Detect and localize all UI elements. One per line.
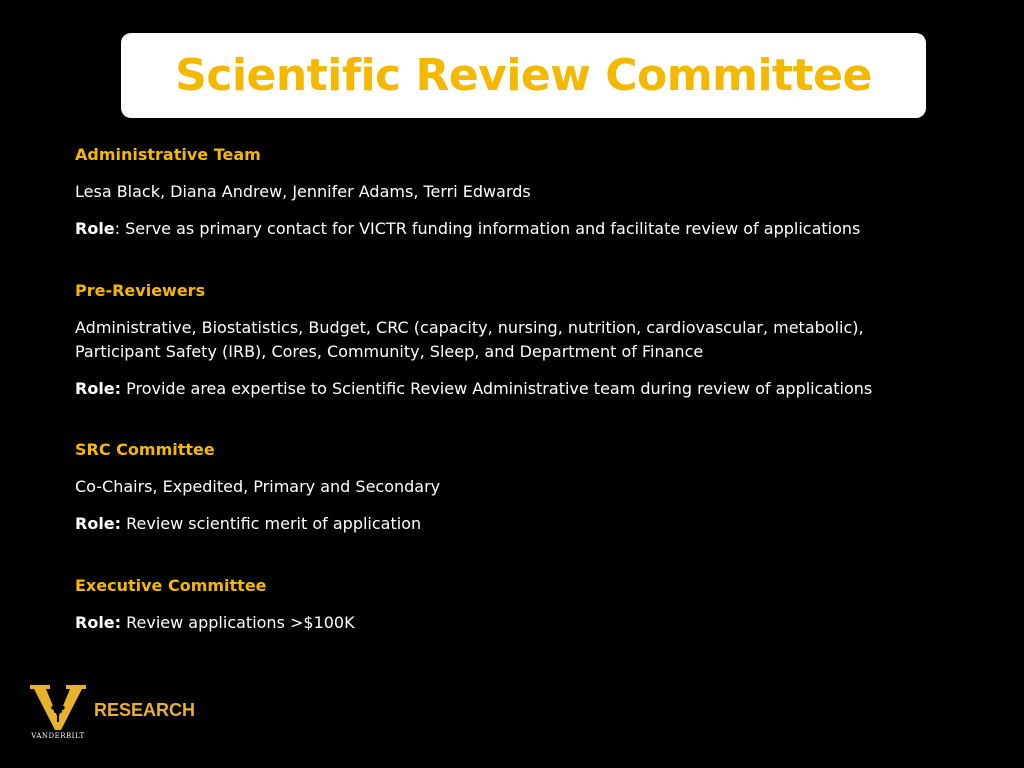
exec-role bbox=[75, 611, 355, 635]
section-heading-pre: Pre-Reviewers bbox=[75, 281, 206, 300]
pre-role bbox=[75, 377, 872, 401]
logo-wordmark: VANDERBILT bbox=[31, 732, 85, 740]
admin-members: Lesa Black, Diana Andrew, Jennifer Adams, Terri Edwards bbox=[75, 182, 531, 201]
admin-role bbox=[75, 217, 860, 241]
role-text: Provide area expertise to Scientific Review Administrative team during review of applications bbox=[121, 379, 873, 398]
vanderbilt-logo bbox=[28, 682, 88, 744]
role-label: Role bbox=[75, 219, 115, 238]
role-text: Review applications >$100K bbox=[121, 613, 355, 632]
src-members: Co-Chairs, Expedited, Primary and Secondary bbox=[75, 477, 441, 496]
role-label: Role: bbox=[75, 613, 122, 632]
role-label: Role: bbox=[75, 514, 122, 533]
pre-members-line1: Administrative, Biostatistics, Budget, CRC (capacity, nursing, nutrition, cardiovascular, metabolic), bbox=[75, 318, 864, 337]
section-heading-exec: Executive Committee bbox=[75, 576, 267, 595]
src-role bbox=[75, 512, 421, 536]
page-title: Scientific Review Committee bbox=[175, 50, 872, 101]
title-box bbox=[121, 33, 926, 118]
section-heading-admin: Administrative Team bbox=[75, 145, 261, 164]
vanderbilt-v-oak-icon bbox=[28, 682, 88, 732]
role-label: Role: bbox=[75, 379, 122, 398]
role-text: : Serve as primary contact for VICTR funding information and facilitate review of applications bbox=[114, 219, 861, 238]
pre-members-line2: Participant Safety (IRB), Cores, Community, Sleep, and Department of Finance bbox=[75, 342, 704, 361]
research-label: RESEARCH bbox=[94, 700, 196, 720]
role-text: Review scientific merit of application bbox=[121, 514, 422, 533]
section-heading-src: SRC Committee bbox=[75, 440, 215, 459]
